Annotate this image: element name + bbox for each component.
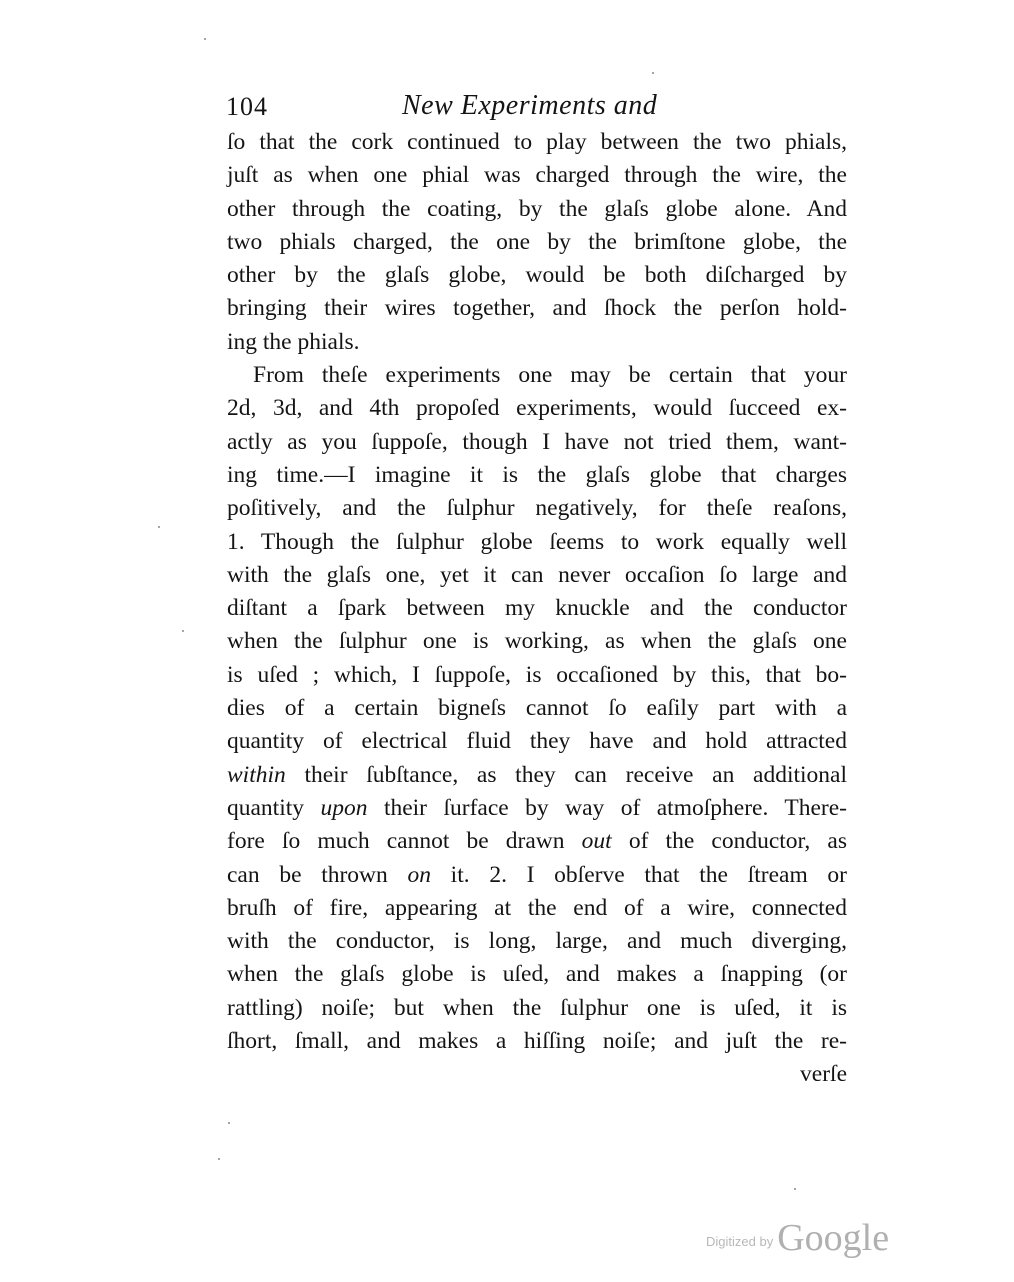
italic-word: out	[581, 828, 612, 855]
text-line: diſtant a ſpark between my knuckle and the conductor	[227, 595, 847, 622]
text-line: rattling) noiſe; but when the ſulphur one is uſed, it is	[227, 994, 847, 1021]
text-line: ſhort, ſmall, and makes a hiſſing noiſe; and juſt the re-	[227, 1028, 847, 1055]
google-digitized-watermark	[706, 1216, 889, 1260]
scan-speck	[218, 1158, 220, 1160]
text-line: ſo that the cork continued to play between the two phials,	[227, 129, 847, 155]
text-line: 1. Though the ſulphur globe ſeems to work equally well	[227, 528, 847, 555]
text-line: with the glaſs one, yet it can never occaſion ſo large and	[227, 561, 847, 588]
google-logo: Google	[777, 1217, 890, 1259]
paragraph-start-line: From theſe experiments one may be certain that your	[253, 362, 847, 389]
text-line: bruſh of fire, appearing at the end of a wire, connected	[227, 894, 847, 921]
scan-speck	[204, 38, 206, 40]
text-line: actly as you ſuppoſe, though I have not tried them, want-	[227, 428, 847, 455]
text-line: quantity upon their ſurface by way of atmoſphere. There-	[227, 794, 847, 821]
text-line: within their ſubſtance, as they can receive an additional	[227, 761, 847, 788]
digitized-by-label: Digitized by	[706, 1234, 774, 1249]
text-line: juſt as when one phial was charged through the wire, the	[227, 162, 847, 189]
text-line: poſitively, and the ſulphur negatively, for theſe reaſons,	[227, 495, 847, 522]
text-line: ing the phials.	[227, 328, 360, 355]
scan-speck	[794, 1188, 796, 1190]
text-line: two phials charged, the one by the brimſtone globe, the	[227, 228, 847, 255]
catchword: verſe	[800, 1061, 847, 1088]
body-text	[227, 126, 847, 1092]
italic-word: on	[407, 861, 431, 888]
text-line: other through the coating, by the glaſs globe alone. And	[227, 195, 847, 222]
text-line: 2d, 3d, and 4th propoſed experiments, would ſucceed ex-	[227, 395, 847, 422]
scan-speck	[228, 1122, 230, 1124]
text-line: bringing their wires together, and ſhock the perſon hold-	[227, 295, 847, 322]
scan-speck	[158, 526, 160, 528]
scan-speck	[182, 630, 184, 632]
italic-word: upon	[320, 794, 368, 821]
scan-speck	[652, 72, 654, 74]
italic-word: within	[227, 761, 286, 788]
text-line: can be thrown on it. 2. I obſerve that the ſtream or	[227, 861, 847, 888]
text-line: other by the glaſs globe, would be both diſcharged by	[227, 262, 847, 289]
text-line: dies of a certain bigneſs cannot ſo eaſily part with a	[227, 695, 847, 722]
page-number: 104	[226, 92, 268, 121]
text-line: is uſed ; which, I ſuppoſe, is occaſioned by this, that bo-	[227, 661, 847, 688]
text-line: ing time.—I imagine it is the glaſs globe that charges	[227, 461, 847, 488]
text-line: with the conductor, is long, large, and much diverging,	[227, 928, 847, 955]
running-title: New Experiments and	[402, 90, 658, 121]
text-line: when the ſulphur one is working, as when the glaſs one	[227, 628, 847, 655]
text-line: when the glaſs globe is uſed, and makes a ſnapping (or	[227, 961, 847, 988]
text-line: quantity of electrical fluid they have and hold attracted	[227, 728, 847, 755]
text-line: fore ſo much cannot be drawn out of the conductor, as	[227, 828, 847, 855]
